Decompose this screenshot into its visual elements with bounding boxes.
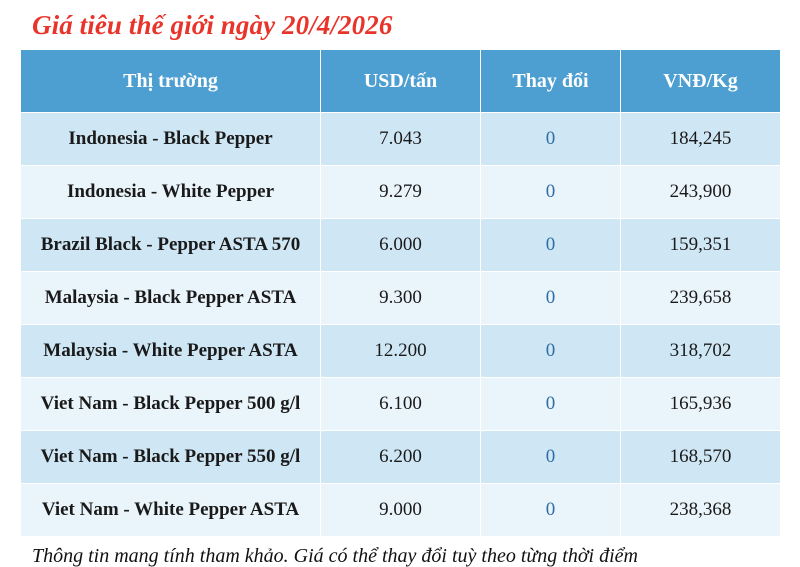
cell-usd: 7.043 xyxy=(321,113,481,166)
cell-usd: 9.300 xyxy=(321,272,481,325)
cell-vnd: 318,702 xyxy=(621,325,781,378)
cell-market: Viet Nam - White Pepper ASTA xyxy=(21,484,321,537)
cell-market: Brazil Black - Pepper ASTA 570 xyxy=(21,219,321,272)
column-header-usd: USD/tấn xyxy=(321,50,481,113)
cell-change: 0 xyxy=(481,166,621,219)
column-header-change: Thay đổi xyxy=(481,50,621,113)
cell-change: 0 xyxy=(481,272,621,325)
cell-market: Malaysia - White Pepper ASTA xyxy=(21,325,321,378)
cell-market: Viet Nam - Black Pepper 550 g/l xyxy=(21,431,321,484)
cell-change: 0 xyxy=(481,113,621,166)
cell-change: 0 xyxy=(481,378,621,431)
cell-change: 0 xyxy=(481,325,621,378)
column-header-vnd: VNĐ/Kg xyxy=(621,50,781,113)
cell-change: 0 xyxy=(481,431,621,484)
table-header xyxy=(21,50,781,113)
cell-vnd: 238,368 xyxy=(621,484,781,537)
page-title: Giá tiêu thế giới ngày 20/4/2026 xyxy=(32,10,393,40)
cell-vnd: 184,245 xyxy=(621,113,781,166)
table-body xyxy=(21,113,781,537)
cell-usd: 9.279 xyxy=(321,166,481,219)
cell-vnd: 239,658 xyxy=(621,272,781,325)
table-row xyxy=(21,272,781,325)
disclaimer-note: Thông tin mang tính tham khảo. Giá có thể thay đổi tuỳ theo từng thời điểm xyxy=(32,545,638,567)
cell-vnd: 243,900 xyxy=(621,166,781,219)
cell-market: Indonesia - White Pepper xyxy=(21,166,321,219)
table-row xyxy=(21,325,781,378)
cell-usd: 6.200 xyxy=(321,431,481,484)
column-header-market: Thị trường xyxy=(21,50,321,113)
cell-usd: 12.200 xyxy=(321,325,481,378)
table-row xyxy=(21,113,781,166)
cell-usd: 6.000 xyxy=(321,219,481,272)
cell-vnd: 165,936 xyxy=(621,378,781,431)
cell-usd: 9.000 xyxy=(321,484,481,537)
table-row xyxy=(21,219,781,272)
table-row xyxy=(21,378,781,431)
cell-change: 0 xyxy=(481,219,621,272)
cell-usd: 6.100 xyxy=(321,378,481,431)
cell-market: Malaysia - Black Pepper ASTA xyxy=(21,272,321,325)
table-row xyxy=(21,166,781,219)
cell-change: 0 xyxy=(481,484,621,537)
table-row xyxy=(21,484,781,537)
table-header-row xyxy=(21,50,781,113)
price-table xyxy=(20,49,781,537)
cell-market: Viet Nam - Black Pepper 500 g/l xyxy=(21,378,321,431)
cell-vnd: 159,351 xyxy=(621,219,781,272)
table-row xyxy=(21,431,781,484)
cell-vnd: 168,570 xyxy=(621,431,781,484)
cell-market: Indonesia - Black Pepper xyxy=(21,113,321,166)
